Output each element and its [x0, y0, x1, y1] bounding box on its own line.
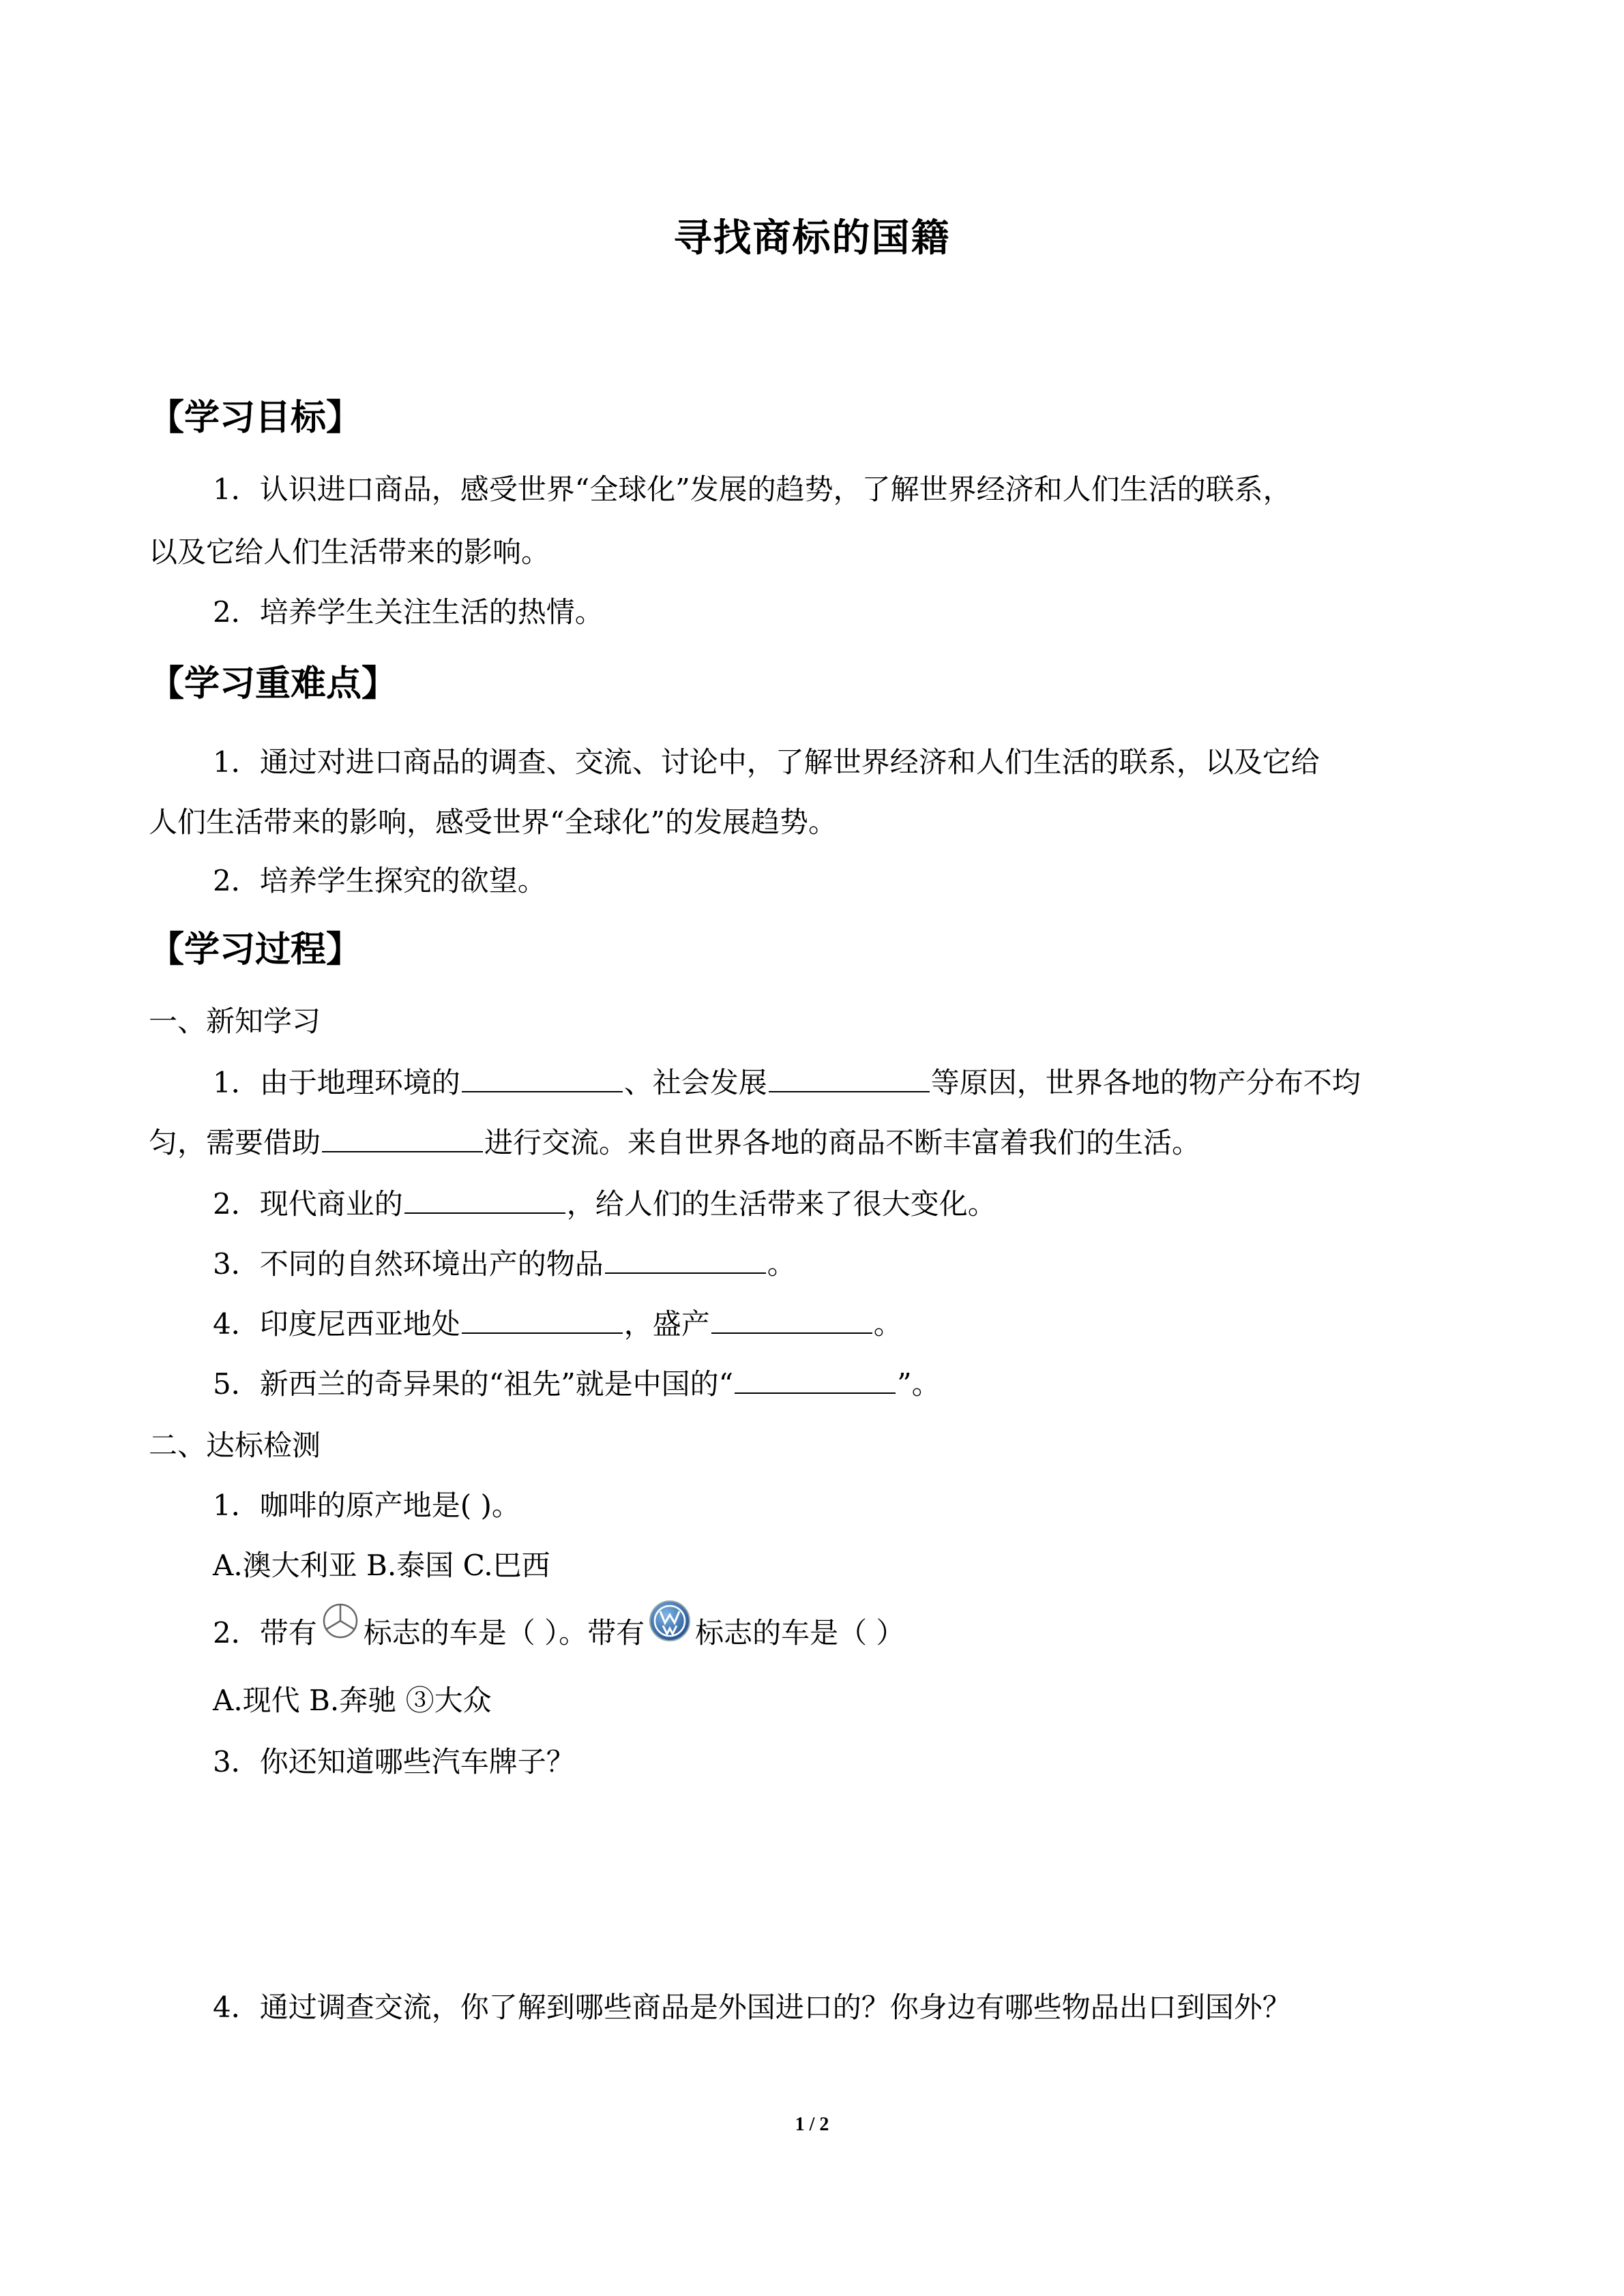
- question-1-line-1: [213, 1064, 1361, 1102]
- q3-text-b: 。: [767, 1247, 796, 1281]
- mercedes-logo-icon: [321, 1602, 359, 1650]
- test-4: 4．通过调查交流，你了解到哪些商品是外国进口的？你身边有哪些物品出口到国外？: [213, 1991, 1291, 2024]
- section-heading-key: 【学习重难点】: [149, 664, 398, 704]
- section-heading-process: 【学习过程】: [149, 929, 362, 970]
- fill-blank[interactable]: [462, 1305, 623, 1334]
- q3-text-a: 3．不同的自然环境出产的物品: [213, 1247, 604, 1281]
- test-1: 1．咖啡的原产地是( )。: [213, 1489, 520, 1522]
- key-1-line-1: 1．通过对进口商品的调查、交流、讨论中，了解世界经济和人们生活的联系，以及它给: [213, 745, 1320, 779]
- page-number: 1 / 2: [795, 2114, 829, 2135]
- fill-blank[interactable]: [605, 1245, 766, 1274]
- goal-1-line-2: 以及它给人们生活带来的影响。: [149, 535, 550, 569]
- section-heading-goals: 【学习目标】: [149, 398, 362, 438]
- fill-blank[interactable]: [462, 1064, 623, 1092]
- key-2: 2．培养学生探究的欲望。: [213, 864, 546, 897]
- fill-blank[interactable]: [404, 1185, 565, 1214]
- goal-2: 2．培养学生关注生活的热情。: [213, 595, 604, 629]
- question-5: [213, 1365, 941, 1403]
- q4-text-c: 。: [873, 1307, 902, 1341]
- test-2: [213, 1609, 904, 1661]
- key-1-line-2: 人们生活带来的影响，感受世界“全球化”的发展趋势。: [149, 805, 837, 839]
- fill-blank[interactable]: [322, 1124, 483, 1152]
- q1-text-e: 进行交流。来自世界各地的商品不断丰富着我们的生活。: [484, 1126, 1201, 1159]
- test-1-options: A.澳大利亚 B.泰国 C.巴西: [213, 1549, 550, 1582]
- t2-text-a: 2．带有: [213, 1616, 317, 1650]
- t2-text-b: 标志的车是（ ）。带有: [363, 1616, 645, 1650]
- q4-text-b: ，盛产: [623, 1307, 710, 1341]
- part2-heading: 二、达标检测: [149, 1429, 321, 1462]
- q5-text-a: 5．新西兰的奇异果的“祖先”就是中国的“: [213, 1367, 734, 1401]
- question-3: [213, 1245, 796, 1283]
- goal-1-line-1: 1．认识进口商品，感受世界“全球化”发展的趋势，了解世界经济和人们生活的联系，: [213, 473, 1292, 506]
- question-2: [213, 1185, 996, 1223]
- part1-heading: 一、新知学习: [149, 1004, 321, 1038]
- fill-blank[interactable]: [769, 1064, 930, 1092]
- q5-text-b: ”。: [897, 1367, 941, 1401]
- question-4: [213, 1305, 902, 1343]
- t2-text-c: 标志的车是（ ）: [695, 1616, 905, 1650]
- q4-text-a: 4．印度尼西亚地处: [213, 1307, 460, 1341]
- q1-text-a: 1．由于地理环境的: [213, 1066, 460, 1099]
- q2-text-b: ，给人们的生活带来了很大变化。: [566, 1187, 996, 1221]
- volkswagen-logo-icon: [649, 1600, 691, 1652]
- q1-text-b: 、社会发展: [623, 1066, 767, 1099]
- q1-text-c: 等原因，世界各地的物产分布不均: [930, 1066, 1361, 1099]
- question-1-line-2: [149, 1124, 1200, 1162]
- q2-text-a: 2．现代商业的: [213, 1187, 403, 1221]
- test-2-options: A.现代 B.奔驰 ③大众: [213, 1684, 492, 1717]
- page-title: 寻找商标的国籍: [673, 216, 951, 260]
- fill-blank[interactable]: [735, 1365, 896, 1394]
- test-3: 3．你还知道哪些汽车牌子？: [213, 1745, 575, 1778]
- fill-blank[interactable]: [711, 1305, 872, 1334]
- q1-text-d: 匀，需要借助: [149, 1126, 321, 1159]
